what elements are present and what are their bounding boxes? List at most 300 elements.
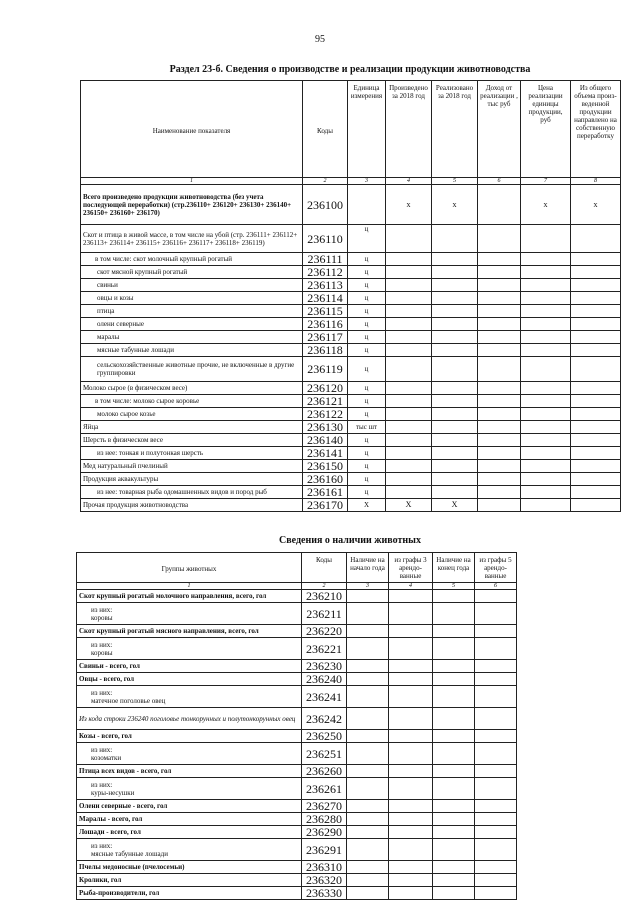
start-of-year-cell[interactable] (347, 800, 389, 813)
sold-cell (432, 318, 478, 331)
own-processing-cell (571, 357, 621, 382)
animal-group-cell (77, 730, 302, 743)
start-of-year-cell[interactable] (347, 590, 389, 603)
livestock-row (77, 861, 517, 874)
production-row (81, 460, 621, 473)
price-cell (521, 225, 571, 253)
header-codes: Коды (303, 81, 348, 178)
col-num: 5 (433, 583, 475, 590)
unit-cell: ц (348, 318, 386, 331)
start-of-year-cell[interactable] (347, 660, 389, 673)
indicator-name-cell: молоко сырое козье (81, 408, 303, 421)
start-of-year-cell[interactable] (347, 778, 389, 800)
own-processing-cell: x (571, 185, 621, 225)
animal-group-label: Лошади - всего, гол (79, 828, 141, 836)
col-num: 2 (302, 583, 347, 590)
header-row (81, 81, 621, 178)
code-cell: 236170 (303, 499, 348, 512)
own-processing-cell (571, 305, 621, 318)
rented-end-cell[interactable] (475, 765, 517, 778)
header-price: Цена реализации единицы продукции, руб (521, 81, 571, 178)
animal-group-label: Пчелы медоносные (пчелосемьи) (79, 863, 185, 871)
income-cell (478, 395, 521, 408)
own-processing-cell (571, 253, 621, 266)
unit-cell: X (348, 499, 386, 512)
sold-cell (432, 279, 478, 292)
end-of-year-cell[interactable] (433, 638, 475, 660)
rented-end-cell[interactable] (475, 660, 517, 673)
rented-start-cell[interactable] (389, 743, 433, 765)
production-row (81, 499, 621, 512)
animal-group-label: из них: (91, 640, 113, 649)
produced-cell (386, 305, 432, 318)
own-processing-cell (571, 395, 621, 408)
unit-cell: ц (348, 279, 386, 292)
animal-group-cell (77, 686, 302, 708)
income-cell (478, 305, 521, 318)
price-cell: x (521, 185, 571, 225)
rented-end-cell[interactable] (475, 638, 517, 660)
animal-group-cell (77, 673, 302, 686)
end-of-year-cell[interactable] (433, 743, 475, 765)
sold-cell (432, 357, 478, 382)
header-groups: Группы животных (77, 553, 302, 583)
code-cell: 236110 (303, 225, 348, 253)
header-indicator: Наименование показателя (81, 81, 303, 178)
animal-group-cell (77, 800, 302, 813)
animal-group-cell (77, 708, 302, 730)
income-cell (478, 421, 521, 434)
start-of-year-cell[interactable] (347, 638, 389, 660)
production-row (81, 185, 621, 225)
code-cell: 236122 (303, 408, 348, 421)
own-processing-cell (571, 460, 621, 473)
income-cell (478, 331, 521, 344)
end-of-year-cell[interactable] (433, 800, 475, 813)
rented-end-cell[interactable] (475, 708, 517, 730)
end-of-year-cell[interactable] (433, 603, 475, 625)
rented-end-cell[interactable] (475, 800, 517, 813)
indicator-name-cell: сельскохозяйственные животные прочие, не включенные в другие группировки (81, 357, 303, 382)
animal-group-label: из них: (91, 745, 113, 754)
rented-start-cell[interactable] (389, 800, 433, 813)
price-cell (521, 292, 571, 305)
sold-cell (432, 253, 478, 266)
sold-cell (432, 344, 478, 357)
unit-cell: ц (348, 331, 386, 344)
code-cell: 236290 (302, 826, 347, 839)
animal-group-label: Из кода строки 236240 поголовье тонкорунных и полутонкорунных овец (79, 714, 296, 723)
production-row (81, 292, 621, 305)
animal-group-cell (77, 590, 302, 603)
animal-subgroup-label: мясные табунные лошади (91, 849, 168, 858)
indicator-name-cell: Шерсть в физическом весе (81, 434, 303, 447)
code-cell: 236211 (302, 603, 347, 625)
code-cell: 236121 (303, 395, 348, 408)
code-cell: 236291 (302, 839, 347, 861)
livestock-row (77, 800, 517, 813)
price-cell (521, 279, 571, 292)
price-cell (521, 408, 571, 421)
produced-cell (386, 318, 432, 331)
end-of-year-cell[interactable] (433, 826, 475, 839)
livestock-row (77, 625, 517, 638)
unit-cell: ц (348, 305, 386, 318)
rented-start-cell[interactable] (389, 660, 433, 673)
sold-cell (432, 331, 478, 344)
sold-cell (432, 225, 478, 253)
code-cell: 236240 (302, 673, 347, 686)
rented-start-cell[interactable] (389, 590, 433, 603)
produced-cell (386, 266, 432, 279)
code-cell: 236117 (303, 331, 348, 344)
produced-cell (386, 434, 432, 447)
price-cell (521, 305, 571, 318)
start-of-year-cell[interactable] (347, 603, 389, 625)
code-cell: 236112 (303, 266, 348, 279)
end-of-year-cell[interactable] (433, 708, 475, 730)
start-of-year-cell[interactable] (347, 673, 389, 686)
end-of-year-cell[interactable] (433, 625, 475, 638)
indicator-name-cell: овцы и козы (81, 292, 303, 305)
start-of-year-cell[interactable] (347, 730, 389, 743)
income-cell (478, 344, 521, 357)
start-of-year-cell[interactable] (347, 765, 389, 778)
income-cell (478, 279, 521, 292)
animal-group-label: Козы - всего, гол (79, 732, 132, 740)
start-of-year-cell[interactable] (347, 625, 389, 638)
animal-group-label: Кролики, гол (79, 876, 122, 884)
sold-cell (432, 408, 478, 421)
header-produced: Произведено за 2018 год (386, 81, 432, 178)
sold-cell (432, 305, 478, 318)
rented-start-cell[interactable] (389, 673, 433, 686)
indicator-name-cell: птица (81, 305, 303, 318)
produced-cell: X (386, 499, 432, 512)
code-cell: 236114 (303, 292, 348, 305)
own-processing-cell (571, 447, 621, 460)
price-cell (521, 421, 571, 434)
code-cell: 236242 (302, 708, 347, 730)
price-cell (521, 318, 571, 331)
own-processing-cell (571, 344, 621, 357)
rented-start-cell[interactable] (389, 887, 433, 900)
code-cell: 236270 (302, 800, 347, 813)
sold-cell (432, 266, 478, 279)
rented-start-cell[interactable] (389, 874, 433, 887)
production-row (81, 344, 621, 357)
indicator-name-cell: Всего произведено продукции животноводства (без учета последующей переработки) (стр.236110+ 236120+ 236130+ 236140+ 236150+ 236160+ 236170) (81, 185, 303, 225)
code-cell: 236161 (303, 486, 348, 499)
unit-cell: ц (348, 225, 386, 253)
indicator-name-cell: скот мясной крупный рогатый (81, 266, 303, 279)
rented-end-cell[interactable] (475, 861, 517, 874)
code-cell: 236260 (302, 765, 347, 778)
rented-end-cell[interactable] (475, 874, 517, 887)
production-row (81, 331, 621, 344)
col-num: 3 (348, 178, 386, 185)
animal-group-cell (77, 743, 302, 765)
income-cell (478, 460, 521, 473)
end-of-year-cell[interactable] (433, 839, 475, 861)
header-income: Доход от реализации , тыс руб (478, 81, 521, 178)
end-of-year-cell[interactable] (433, 590, 475, 603)
produced-cell (386, 225, 432, 253)
price-cell (521, 486, 571, 499)
animal-group-cell (77, 638, 302, 660)
animal-group-label: из них: (91, 780, 113, 789)
produced-cell (386, 357, 432, 382)
indicator-name-cell: олени северные (81, 318, 303, 331)
sold-cell: X (432, 499, 478, 512)
unit-cell: ц (348, 357, 386, 382)
income-cell (478, 225, 521, 253)
produced-cell (386, 279, 432, 292)
unit-cell: ц (348, 408, 386, 421)
unit-cell: ц (348, 292, 386, 305)
header-end-of-year: Наличие на конец года (433, 553, 475, 583)
price-cell (521, 357, 571, 382)
indicator-name-cell: свиньи (81, 279, 303, 292)
produced-cell (386, 473, 432, 486)
income-cell (478, 253, 521, 266)
unit-cell: ц (348, 344, 386, 357)
rented-end-cell[interactable] (475, 839, 517, 861)
col-num: 2 (303, 178, 348, 185)
rented-end-cell[interactable] (475, 590, 517, 603)
animal-subgroup-label: куры-несушки (91, 788, 135, 797)
unit-cell (348, 185, 386, 225)
column-number-row (77, 583, 517, 590)
income-cell (478, 486, 521, 499)
production-row (81, 486, 621, 499)
livestock-row (77, 660, 517, 673)
animal-group-cell (77, 778, 302, 800)
col-num: 6 (478, 178, 521, 185)
end-of-year-cell[interactable] (433, 673, 475, 686)
own-processing-cell (571, 266, 621, 279)
produced-cell (386, 344, 432, 357)
end-of-year-cell[interactable] (433, 686, 475, 708)
sold-cell (432, 434, 478, 447)
column-number-row (81, 178, 621, 185)
production-row (81, 225, 621, 253)
code-cell: 236210 (302, 590, 347, 603)
price-cell (521, 253, 571, 266)
livestock-row (77, 673, 517, 686)
rented-end-cell[interactable] (475, 603, 517, 625)
rented-start-cell[interactable] (389, 686, 433, 708)
start-of-year-cell[interactable] (347, 839, 389, 861)
sold-cell (432, 447, 478, 460)
rented-end-cell[interactable] (475, 826, 517, 839)
animal-group-label: из них: (91, 605, 113, 614)
rented-start-cell[interactable] (389, 708, 433, 730)
own-processing-cell (571, 408, 621, 421)
end-of-year-cell[interactable] (433, 778, 475, 800)
code-cell: 236221 (302, 638, 347, 660)
indicator-name-cell: в том числе: молоко сырое коровье (81, 395, 303, 408)
produced-cell (386, 460, 432, 473)
rented-start-cell[interactable] (389, 765, 433, 778)
code-cell: 236330 (302, 887, 347, 900)
animal-group-cell (77, 826, 302, 839)
produced-cell (386, 447, 432, 460)
sold-cell (432, 486, 478, 499)
col-num: 7 (521, 178, 571, 185)
own-processing-cell (571, 499, 621, 512)
animal-group-cell (77, 861, 302, 874)
livestock-row (77, 743, 517, 765)
rented-end-cell[interactable] (475, 743, 517, 765)
livestock-row (77, 603, 517, 625)
livestock-table (76, 552, 517, 900)
income-cell (478, 499, 521, 512)
production-row (81, 382, 621, 395)
start-of-year-cell[interactable] (347, 743, 389, 765)
code-cell: 236141 (303, 447, 348, 460)
produced-cell (386, 395, 432, 408)
own-processing-cell (571, 279, 621, 292)
animal-group-label: Птица всех видов - всего, гол (79, 767, 172, 775)
animal-group-label: Скот крупный рогатый мясного направления, всего, гол (79, 627, 259, 635)
rented-end-cell[interactable] (475, 686, 517, 708)
indicator-name-cell: Молоко сырое (в физическом весе) (81, 382, 303, 395)
rented-start-cell[interactable] (389, 826, 433, 839)
livestock-section-title: Сведения о наличии животных (279, 535, 421, 546)
indicator-name-cell: из нее: тонкая и полутонкая шерсть (81, 447, 303, 460)
sold-cell (432, 382, 478, 395)
code-cell: 236140 (303, 434, 348, 447)
rented-end-cell[interactable] (475, 887, 517, 900)
indicator-name-cell: мясные табунные лошади (81, 344, 303, 357)
code-cell: 236116 (303, 318, 348, 331)
income-cell (478, 447, 521, 460)
animal-subgroup-label: коровы (91, 648, 113, 657)
end-of-year-cell[interactable] (433, 765, 475, 778)
code-cell: 236130 (303, 421, 348, 434)
animal-group-label: из них: (91, 688, 113, 697)
rented-start-cell[interactable] (389, 625, 433, 638)
own-processing-cell (571, 225, 621, 253)
unit-cell: ц (348, 460, 386, 473)
livestock-row (77, 778, 517, 800)
price-cell (521, 499, 571, 512)
end-of-year-cell[interactable] (433, 887, 475, 900)
rented-start-cell[interactable] (389, 813, 433, 826)
end-of-year-cell[interactable] (433, 660, 475, 673)
end-of-year-cell[interactable] (433, 874, 475, 887)
section-23b-title: Раздел 23-б. Сведения о производстве и реализации продукции животноводства (169, 64, 531, 75)
start-of-year-cell[interactable] (347, 861, 389, 874)
production-row (81, 305, 621, 318)
livestock-row (77, 590, 517, 603)
income-cell (478, 292, 521, 305)
animal-group-label: Олени северные - всего, гол (79, 802, 168, 810)
code-cell: 236241 (302, 686, 347, 708)
code-cell: 236320 (302, 874, 347, 887)
animal-group-cell (77, 660, 302, 673)
end-of-year-cell[interactable] (433, 861, 475, 874)
code-cell: 236251 (302, 743, 347, 765)
livestock-row (77, 887, 517, 900)
sold-cell (432, 473, 478, 486)
col-num: 1 (81, 178, 303, 185)
code-cell: 236160 (303, 473, 348, 486)
code-cell: 236261 (302, 778, 347, 800)
indicator-name-cell: в том числе: скот молочный крупный рогатый (81, 253, 303, 266)
rented-start-cell[interactable] (389, 603, 433, 625)
income-cell (478, 357, 521, 382)
end-of-year-cell[interactable] (433, 813, 475, 826)
rented-start-cell[interactable] (389, 839, 433, 861)
start-of-year-cell[interactable] (347, 813, 389, 826)
unit-cell: ц (348, 253, 386, 266)
start-of-year-cell[interactable] (347, 874, 389, 887)
own-processing-cell (571, 318, 621, 331)
start-of-year-cell[interactable] (347, 887, 389, 900)
header-sold: Реализовано за 2018 год (432, 81, 478, 178)
start-of-year-cell[interactable] (347, 686, 389, 708)
col-num: 1 (77, 583, 302, 590)
indicator-name-cell: Скот и птица в живой массе, в том числе на убой (стр. 236111+ 236112+ 236113+ 236114+ 236115+ 236116+ 236117+ 236118+ 236119) (81, 225, 303, 253)
rented-start-cell[interactable] (389, 861, 433, 874)
own-processing-cell (571, 331, 621, 344)
rented-end-cell[interactable] (475, 730, 517, 743)
livestock-row (77, 813, 517, 826)
header-codes: Коды (302, 553, 347, 583)
unit-cell: ц (348, 382, 386, 395)
animal-group-cell (77, 765, 302, 778)
own-processing-cell (571, 421, 621, 434)
animal-group-label: из них: (91, 841, 113, 850)
rented-start-cell[interactable] (389, 778, 433, 800)
sold-cell: x (432, 185, 478, 225)
livestock-row (77, 730, 517, 743)
start-of-year-cell[interactable] (347, 826, 389, 839)
code-cell: 236100 (303, 185, 348, 225)
produced-cell (386, 331, 432, 344)
produced-cell (386, 421, 432, 434)
rented-end-cell[interactable] (475, 813, 517, 826)
col-num: 4 (386, 178, 432, 185)
rented-end-cell[interactable] (475, 625, 517, 638)
rented-end-cell[interactable] (475, 673, 517, 686)
livestock-row (77, 874, 517, 887)
code-cell: 236150 (303, 460, 348, 473)
col-num: 4 (389, 583, 433, 590)
animal-group-cell (77, 874, 302, 887)
production-row (81, 253, 621, 266)
rented-start-cell[interactable] (389, 638, 433, 660)
produced-cell (386, 292, 432, 305)
animal-subgroup-label: козоматки (91, 753, 122, 762)
col-num: 8 (571, 178, 621, 185)
rented-end-cell[interactable] (475, 778, 517, 800)
production-row (81, 266, 621, 279)
indicator-name-cell: Прочая продукция животноводства (81, 499, 303, 512)
production-row (81, 318, 621, 331)
start-of-year-cell[interactable] (347, 708, 389, 730)
indicator-name-cell: маралы (81, 331, 303, 344)
animal-group-cell (77, 887, 302, 900)
code-cell: 236310 (302, 861, 347, 874)
rented-start-cell[interactable] (389, 730, 433, 743)
end-of-year-cell[interactable] (433, 730, 475, 743)
unit-cell: ц (348, 473, 386, 486)
produced-cell (386, 486, 432, 499)
price-cell (521, 344, 571, 357)
